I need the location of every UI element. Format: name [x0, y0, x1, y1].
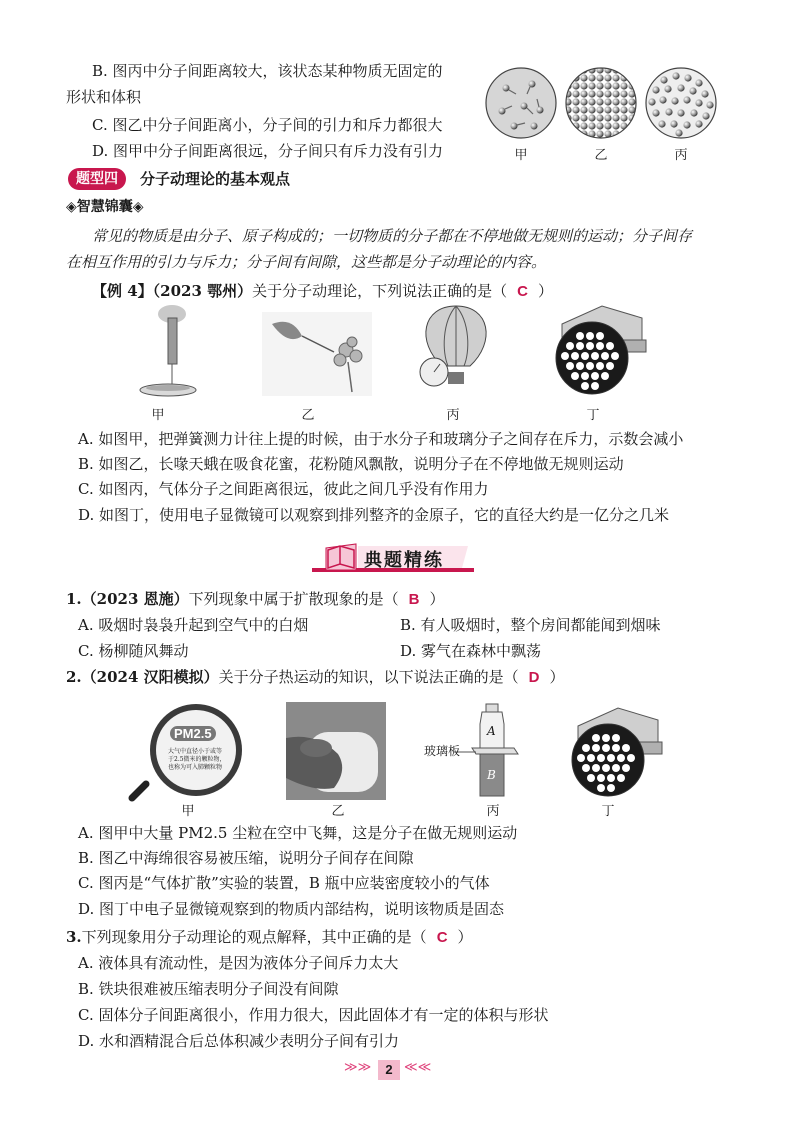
gold-atoms-figure [552, 300, 648, 400]
example4-stem: 【例 4】（2023 鄂州）关于分子动理论，下列说法正确的是（ C ） [92, 282, 554, 300]
book-icon [326, 544, 356, 570]
q3-option-b: B. 铁块很难被压缩表明分子间没有间隙 [78, 980, 339, 998]
gas-state-circle [486, 68, 556, 138]
bottle-a-label: A [487, 724, 496, 738]
caption-jia: 甲 [514, 148, 528, 163]
caption-bing: 丙 [674, 148, 688, 163]
q3-answer: C [436, 929, 448, 946]
spring-scale-figure [130, 304, 200, 404]
q3-option-d: D. 水和酒精混合后总体积减少表明分子间有引力 [78, 1032, 400, 1050]
q2-caption-jia: 甲 [181, 804, 195, 819]
hot-air-balloon-figure [412, 302, 500, 398]
q3-option-c: C. 固体分子间距离很小，作用力很大，因此固体才有一定的体积与形状 [78, 1006, 549, 1024]
q3-option-a: A. 液体具有流动性，是因为液体分子间斥力太大 [78, 954, 399, 972]
hawkmoth-figure [262, 312, 372, 396]
q1-option-b: B. 有人吸烟时，整个房间都能闻到烟味 [400, 616, 661, 634]
pm25-label: PM2.5 [170, 726, 216, 741]
practice-banner [312, 540, 474, 576]
q3-stem: 3.下列现象用分子动理论的观点解释，其中正确的是（ C ） [66, 928, 473, 946]
example4-option-b: B. 如图乙，长喙天蛾在吸食花蜜，花粉随风飘散，说明分子在不停地做无规则运动 [78, 455, 624, 473]
q1-option-a: A. 吸烟时袅袅升起到空气中的白烟 [78, 616, 309, 634]
q2-answer: D [528, 669, 540, 686]
example4-answer: C [517, 283, 529, 300]
section-title: 分子动理论的基本观点 [140, 170, 291, 188]
ex4-caption-ding: 丁 [586, 408, 600, 423]
section-tag: 题型四 [68, 168, 126, 190]
q1-option-d: D. 雾气在森林中飘荡 [400, 642, 542, 660]
q1-stem: 1.（2023 恩施）下列现象中属于扩散现象的是（ B ） [66, 590, 445, 608]
option-d: D. 图甲中分子间距离很远，分子间只有斥力没有引力 [92, 142, 444, 160]
q2-option-b: B. 图乙中海绵很容易被压缩，说明分子间存在间隙 [78, 849, 414, 867]
bottle-b-label: B [487, 768, 496, 782]
q2-caption-yi: 乙 [331, 804, 345, 819]
q1-answer: B [408, 591, 420, 608]
example4-option-c: C. 如图丙，气体分子之间距离很远，彼此之间几乎没有作用力 [78, 480, 489, 498]
example4-option-d: D. 如图丁，使用电子显微镜可以观察到排列整齐的金原子，它的直径大约是一亿分之几米 [78, 506, 670, 524]
gas-diffusion-apparatus [424, 702, 534, 802]
option-b-line1: B. 图丙中分子间距离较大，该状态某种物质无固定的 [92, 62, 443, 80]
q1-option-c: C. 杨柳随风舞动 [78, 642, 189, 660]
banner-title: 典题精练 [364, 550, 444, 571]
caption-yi: 乙 [594, 148, 608, 163]
example4-option-a: A. 如图甲，把弹簧测力计往上提的时候，由于水分子和玻璃分子之间存在斥力，示数会减小 [78, 430, 684, 448]
pm25-magnifier-figure [128, 702, 248, 802]
ex4-caption-jia: 甲 [151, 408, 165, 423]
pm25-caption: 大气中直径小于或等于2.5微米的颗粒物，也称为可入肺颗粒物 [168, 748, 226, 771]
option-c: C. 图乙中分子间距离小，分子间的引力和斥力都很大 [92, 116, 443, 134]
option-b-line2: 形状和体积 [66, 88, 142, 106]
tips-line2: 在相互作用的引力与斥力；分子间有间隙，这些都是分子动理论的内容。 [66, 253, 547, 271]
gold-atoms-figure-2 [568, 702, 664, 802]
liquid-state-circle [646, 68, 716, 138]
molecule-state-figures [484, 66, 718, 140]
q2-stem: 2.（2024 汉阳模拟）关于分子热运动的知识，以下说法正确的是（ D ） [66, 668, 565, 686]
footer-right-arrows: ≪≪ [404, 1060, 432, 1075]
tips-label: ◈智慧锦囊◈ [66, 199, 144, 215]
ex4-caption-bing: 丙 [446, 408, 460, 423]
q2-option-a: A. 图甲中大量 PM2.5 尘粒在空中飞舞，这是分子在做无规则运动 [78, 824, 518, 842]
q2-caption-ding: 丁 [601, 804, 615, 819]
sponge-figure [286, 702, 386, 800]
q2-caption-bing: 丙 [486, 804, 500, 819]
tips-line1: 常见的物质是由分子、原子构成的；一切物质的分子都在不停地做无规则的运动；分子间存 [92, 227, 693, 245]
glass-plate-label: 玻璃板 [424, 744, 461, 758]
solid-state-circle [566, 68, 636, 138]
ex4-caption-yi: 乙 [301, 408, 315, 423]
page-number: 2 [378, 1060, 400, 1080]
q2-option-d: D. 图丁中电子显微镜观察到的物质内部结构，说明该物质是固态 [78, 900, 505, 918]
footer-left-arrows: ≫≫ [344, 1060, 372, 1075]
q2-option-c: C. 图丙是“气体扩散”实验的装置，B 瓶中应装密度较小的气体 [78, 874, 490, 892]
